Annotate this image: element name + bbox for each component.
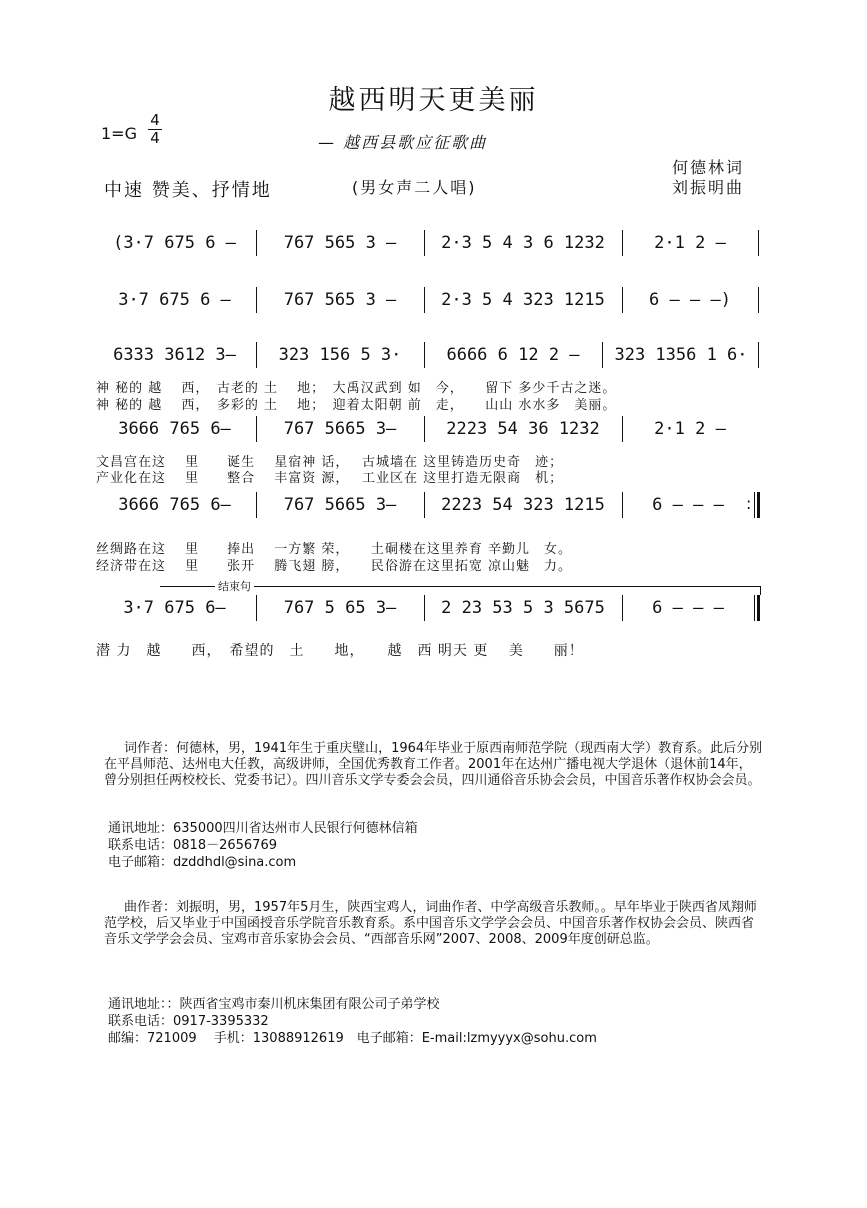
measure: 3666 765 6—: [118, 495, 231, 515]
measure: 6666 6 12 2 —: [446, 345, 580, 365]
repeat-dots: :: [746, 494, 752, 513]
measure: 767 5 65 3—: [283, 598, 397, 618]
composer-contact: [108, 996, 597, 1047]
composer-credit: 刘振明曲: [672, 178, 745, 197]
score-row-5: [96, 490, 766, 520]
time-signature: [148, 112, 162, 147]
measure: 3·7 675 6—: [123, 598, 226, 618]
lyricist-credit: 何德林词: [672, 158, 745, 177]
lyricist-bio: 词作者：何德林，男，1941年生于重庆璧山，1964年毕业于原西南师范学院（现西南大学）教育系。此后分别在平昌师范、达州电大任教，高级讲师，全国优秀教育工作者。2001年在达州广播电视大学退休（退休前14年，曾分别担任两校校长、党委书记）。四川音乐文学专委会会员，四川通俗音乐协会会员，中国音乐著作权协会会员。: [104, 741, 763, 788]
lyricist-email: 电子邮箱：dzddhdl@sina.com: [108, 855, 297, 870]
measure: 3666 765 6—: [118, 419, 231, 439]
score-row-1: [96, 228, 766, 258]
measure: 767 565 3 —: [283, 290, 397, 310]
measure: (3·7 675 6 —: [113, 233, 236, 253]
tempo-marking: 中速 赞美、抒情地: [104, 180, 272, 201]
ending-label: 结束句: [215, 578, 254, 594]
measure: 2·3 5 4 3 6 1232: [441, 233, 605, 253]
composer-postal-mobile-email: 邮编：721009 手机：13088912619 电子邮箱：E-mail:lzmyyyx@sohu.com: [108, 1031, 597, 1046]
score-row-4: [96, 414, 766, 444]
score-row-2: [96, 285, 766, 315]
measure: 6333 3612 3—: [113, 345, 236, 365]
measure: 2·1 2 —: [654, 419, 726, 439]
measure: 767 565 3 —: [283, 233, 397, 253]
measure: 2223 54 323 1215: [441, 495, 605, 515]
measure: 2·3 5 4 323 1215: [441, 290, 605, 310]
measure: 323 1356 1 6·: [614, 345, 748, 365]
song-title: 越西明天更美丽: [328, 85, 539, 116]
composer-address: 通讯地址：：陕西省宝鸡市秦川机床集团有限公司子弟学校: [108, 997, 440, 1012]
lyricist-phone: 联系电话：0818－2656769: [108, 838, 277, 853]
lyric-line-3: 文昌宫在这 里 诞生 星宿神 话， 古城墙在 这里铸造历史奇 迹；: [96, 455, 564, 470]
lyricist-contact: [108, 820, 418, 871]
time-signature-bottom: 4: [150, 129, 160, 147]
composer-phone: 联系电话：0917-3395332: [108, 1014, 269, 1029]
measure: 2·1 2 —: [654, 233, 726, 253]
measure: 6 — — —): [649, 290, 731, 310]
lyricist-address: 通讯地址：635000四川省达州市人民银行何德林信箱: [108, 821, 418, 836]
lyric-line-7: 潜 力 越 西， 希望的 土 地， 越 西 明天 更 美 丽！: [96, 643, 584, 659]
measure: 767 5665 3—: [283, 419, 397, 439]
measure: 6 — — —: [652, 598, 724, 618]
lyric-line-5: 丝绸路在这 里 捧出 一方繁 荣， 土硐楼在这里养育 辛勤儿 女。: [96, 542, 573, 557]
measure: 6 — — —: [652, 495, 724, 515]
lyric-line-4: 产业化在这 里 整合 丰富资 源， 工业区在 这里打造无限商 机；: [96, 471, 564, 486]
measure: 3·7 675 6 —: [118, 290, 231, 310]
key-signature: 1=G: [101, 124, 137, 143]
score-row-6: [96, 593, 766, 623]
measure: 767 5665 3—: [283, 495, 397, 515]
composer-bio: 曲作者：刘振明，男，1957年5月生，陕西宝鸡人，词曲作者、中学高级音乐教师。。早年毕业于陕西省凤翔师范学校，后又毕业于中国函授音乐学院音乐教育系。系中国音乐文学学会会员、中国音乐著作权协会会员、陕西省音乐文学学会会员、宝鸡市音乐家协会会员、“西部音乐网”2007、2008、2009年度创研总监。: [104, 900, 757, 947]
credits: [672, 158, 744, 198]
lyric-line-1: 神 秘的 越 西， 古老的 土 地； 大禹汉武到 如 今， 留下 多少千古之迷。: [96, 381, 617, 396]
score-row-3: [96, 340, 766, 370]
measure: 323 156 5 3·: [278, 345, 402, 365]
measure: 2223 54 36 1232: [446, 419, 600, 439]
lyric-line-2: 神 秘的 越 西， 多彩的 土 地； 迎着太阳朝 前 走， 山山 水水多 美丽。: [96, 398, 617, 413]
voice-arrangement: (男女声二人唱): [352, 178, 477, 197]
time-signature-top: 4: [148, 112, 162, 130]
measure: 2 23 53 5 3 5675: [441, 598, 605, 618]
song-subtitle: — 越西县歌应征歌曲: [318, 133, 488, 152]
lyric-line-6: 经济带在这 里 张开 腾飞翅 膀， 民俗游在这里拓宽 凉山魅 力。: [96, 559, 573, 574]
